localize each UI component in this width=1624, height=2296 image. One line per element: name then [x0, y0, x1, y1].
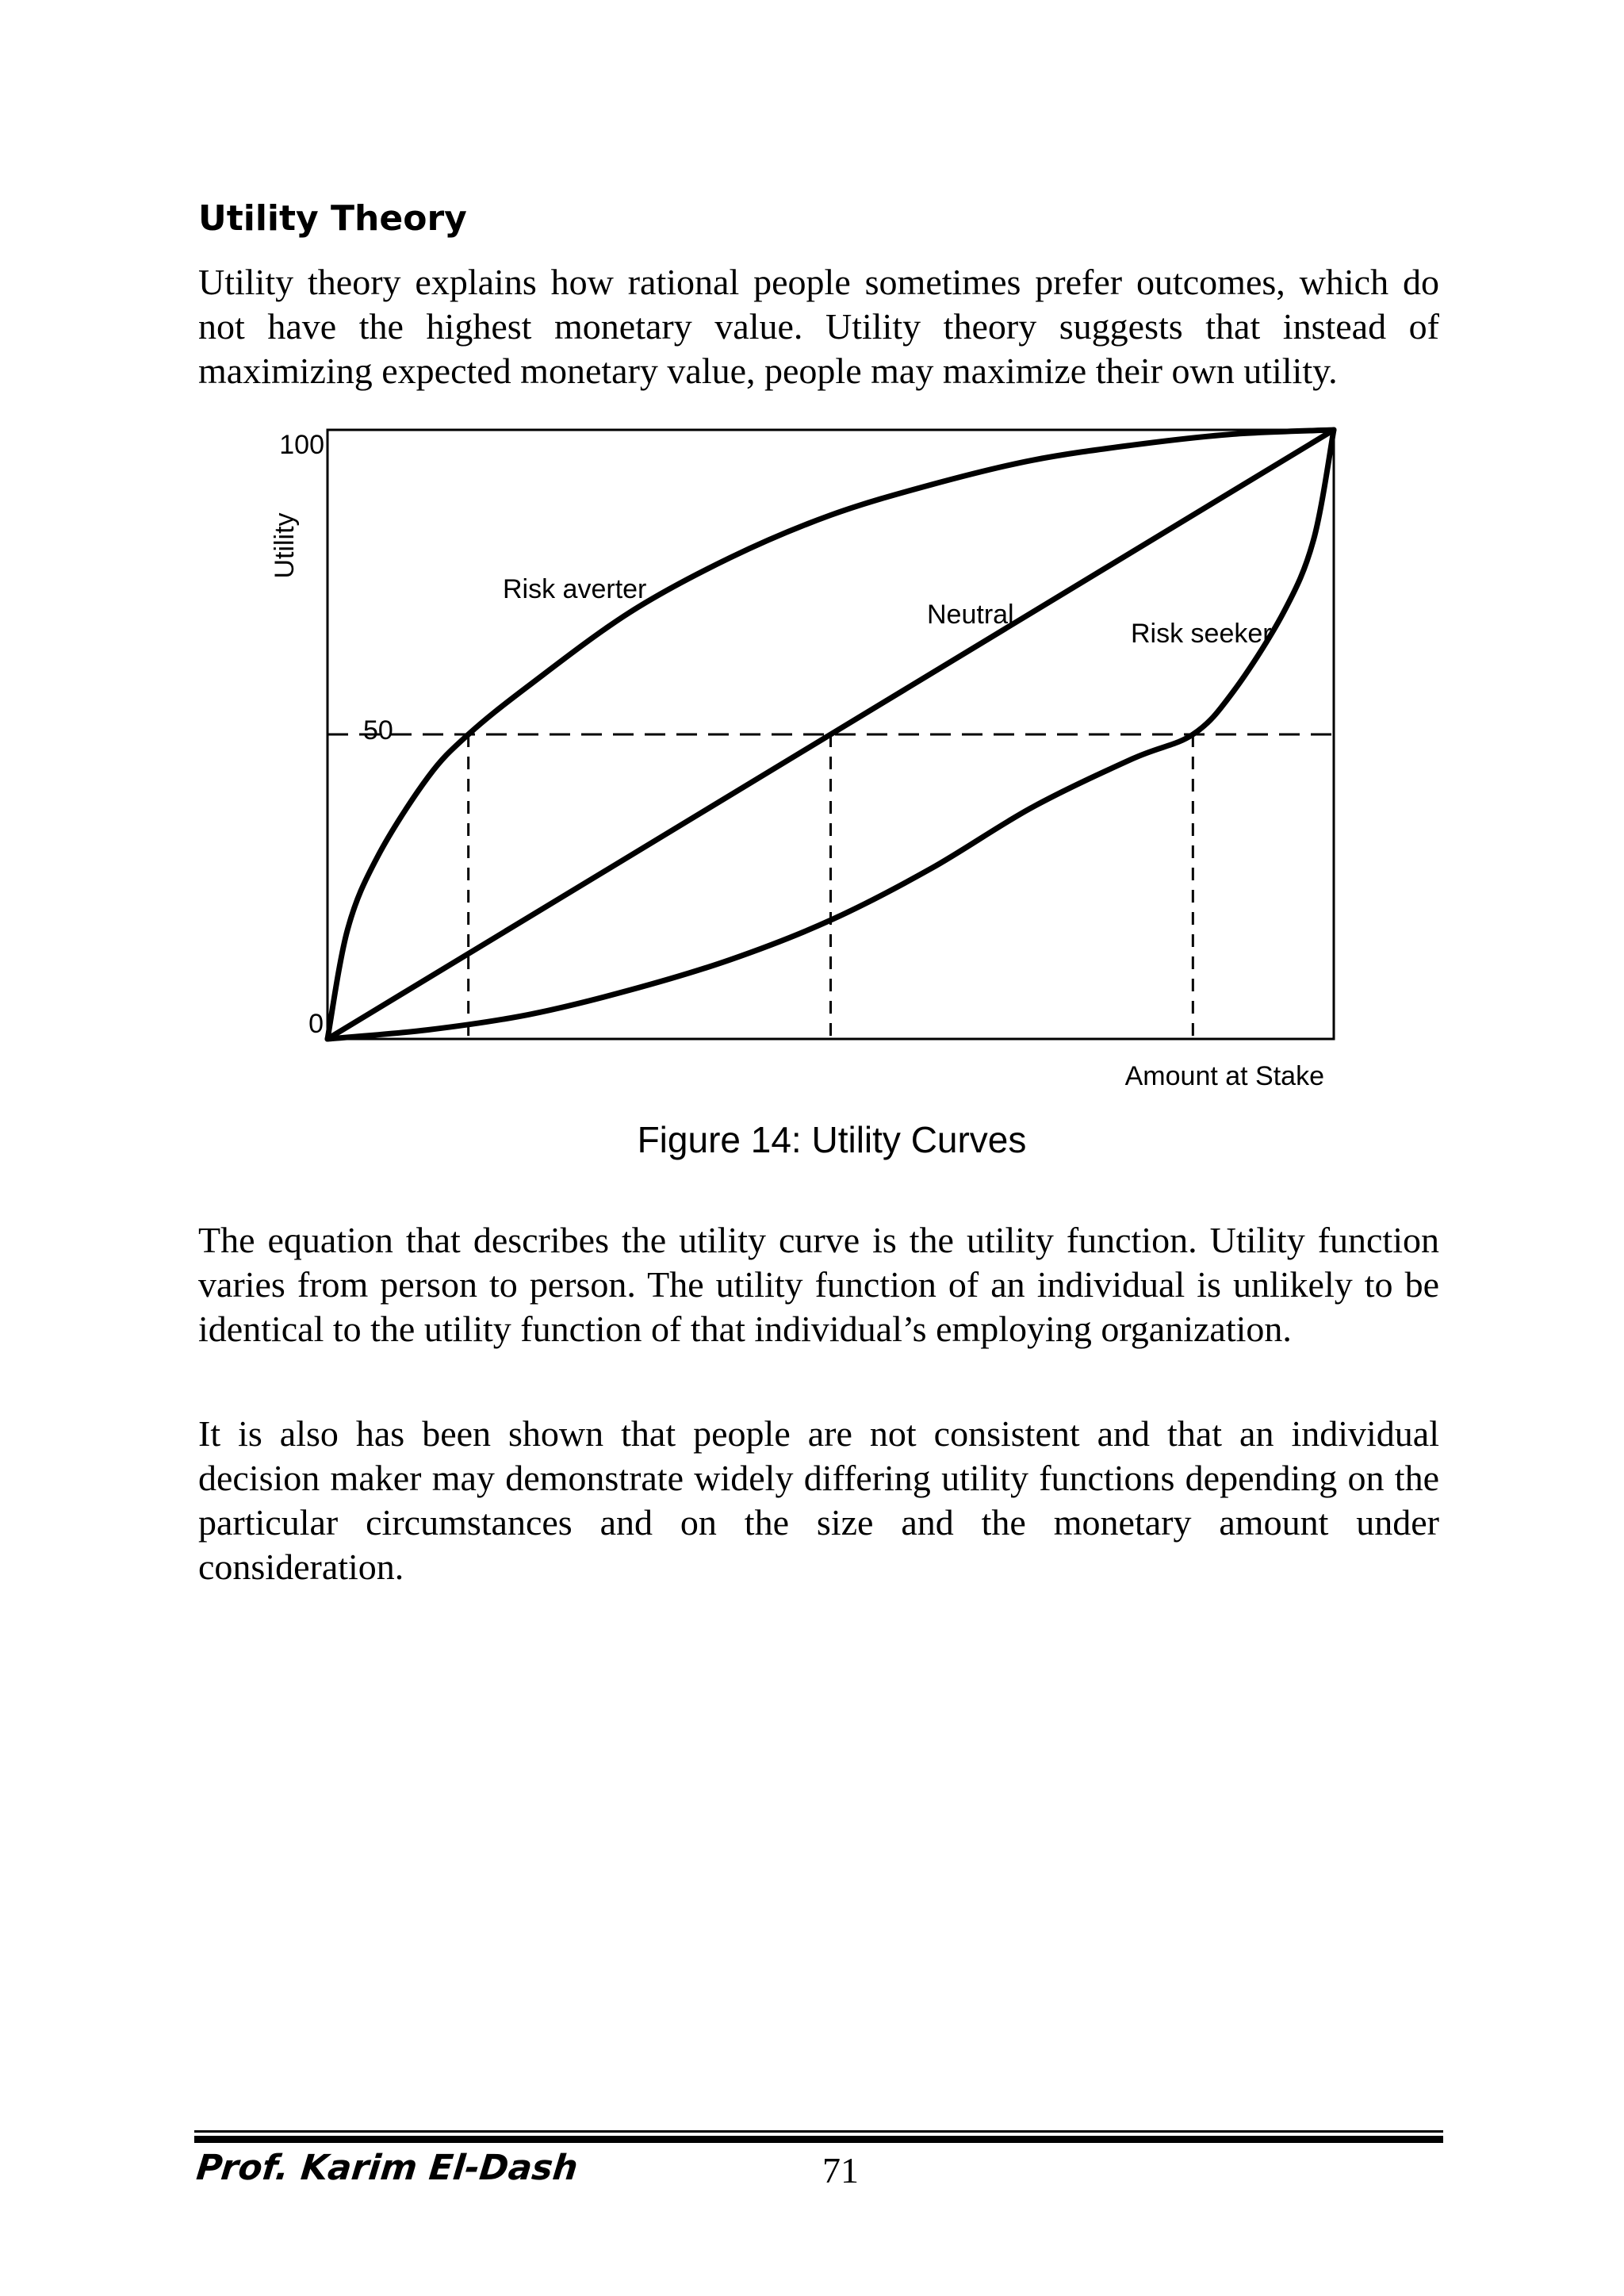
y-tick-label: 50 [363, 715, 393, 746]
footer-rule-thin [194, 2130, 1443, 2133]
series-label: Neutral [927, 600, 1014, 630]
body-paragraph-consistency: It is also has been shown that people are not consistent and that an individual decision maker may demonstrate widely differing utility functions depending on the particular circumstances and on the size and the monetary amount under consideration. [198, 1413, 1439, 1587]
y-axis-label: Utility [270, 512, 300, 579]
series-neutral [327, 430, 1334, 1039]
section-heading: Utility Theory [198, 198, 467, 239]
footer-author: Prof. Karim El-Dash [194, 2148, 580, 2188]
body-paragraph-utility-function: The equation that describes the utility curve is the utility function. Utility function varies from person to person. The utility function of an individual is unlikely to be identical to the utility function of that individual’s employing organization. [198, 1220, 1439, 1349]
page-number: 71 [822, 2150, 859, 2191]
intro-paragraph: Utility theory explains how rational people sometimes prefer outcomes, which do not have the highest monetary value. Utility theory suggests that instead of maximizing expected monetary value, people may maximize their own utility. [198, 262, 1439, 391]
series-label: Risk seeker [1131, 619, 1272, 649]
figure-caption: Figure 14: Utility Curves [637, 1119, 1027, 1160]
x-axis-label: Amount at Stake [1124, 1061, 1324, 1091]
y-tick-label: 100 [279, 430, 324, 460]
series-label: Risk averter [503, 574, 647, 604]
y-tick-label: 0 [308, 1009, 324, 1039]
footer-rule-thick [194, 2136, 1443, 2143]
